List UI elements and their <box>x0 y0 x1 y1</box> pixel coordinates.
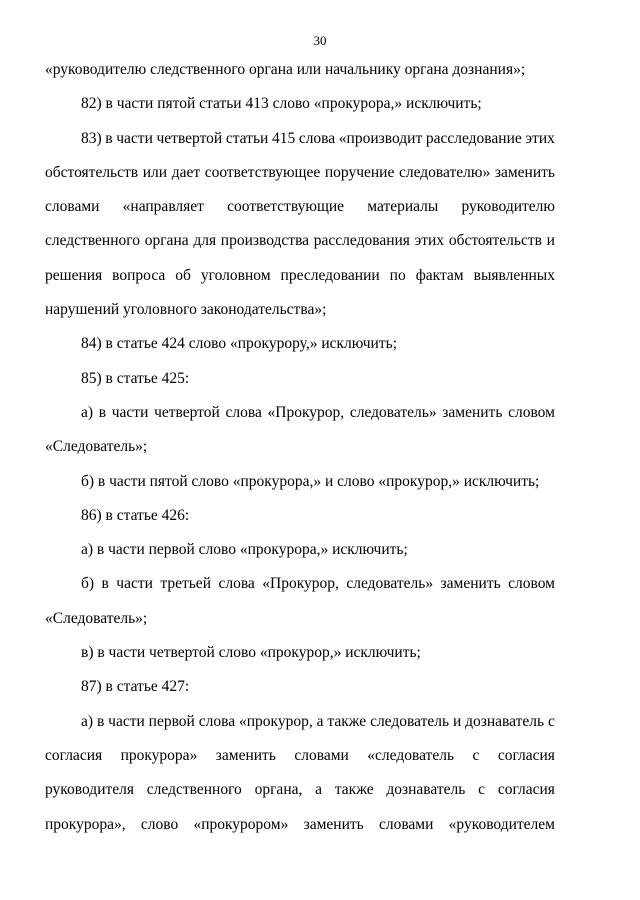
text-line <box>45 396 555 430</box>
word: следователь» <box>349 403 437 421</box>
text-line: 86) в статье 426: <box>81 506 190 524</box>
word: словом <box>508 575 555 593</box>
word: четвертой <box>156 129 223 147</box>
word: словами <box>45 198 100 216</box>
word: поручение <box>324 163 395 181</box>
word: слова <box>225 403 262 421</box>
word: а) <box>81 712 94 730</box>
text-line: нарушений уголовного законодательства»; <box>45 301 327 319</box>
word: части <box>116 129 153 147</box>
document-body <box>45 53 555 842</box>
word: согласия <box>497 746 555 764</box>
word: дает <box>171 163 201 181</box>
word: органа <box>144 232 189 250</box>
word: словами <box>294 746 349 764</box>
word: заменить <box>442 403 503 421</box>
word: также <box>334 781 374 799</box>
word: руководителя <box>45 781 135 799</box>
word: обстоятельств <box>448 232 542 250</box>
text-line <box>45 739 555 773</box>
word: заменить <box>494 163 555 181</box>
word: преследовании <box>280 266 380 284</box>
word: и <box>546 232 555 250</box>
word: «следователь <box>367 746 455 764</box>
word: в <box>98 403 107 421</box>
word: следователь <box>370 712 450 730</box>
word: обстоятельств <box>45 163 139 181</box>
word: статьи <box>225 129 269 147</box>
word: для <box>193 232 217 250</box>
text-line: 84) в статье 424 слово «прокурору,» исключить; <box>81 335 397 353</box>
word: или <box>142 163 168 181</box>
word: следователь» <box>346 575 434 593</box>
word: первой <box>148 712 195 730</box>
text-line <box>45 224 555 258</box>
word: согласия <box>45 746 103 764</box>
word: с <box>478 781 486 799</box>
word: а) <box>81 403 94 421</box>
word: «прокурор, <box>239 712 313 730</box>
text-line: 85) в статье 425: <box>81 369 190 387</box>
word: а <box>315 781 323 799</box>
word: 415 <box>271 129 296 147</box>
text-line: «Следователь»; <box>45 438 148 456</box>
word: этих <box>414 232 445 250</box>
word: следственного <box>146 781 242 799</box>
word: и <box>452 712 462 730</box>
word: дознаватель <box>386 781 466 799</box>
word: «направляет <box>122 198 204 216</box>
word: словом <box>508 403 555 421</box>
word: расследование <box>425 129 522 147</box>
word: «руководителем <box>448 815 555 833</box>
word: фактам <box>415 266 464 284</box>
word: также <box>327 712 367 730</box>
word: слова <box>218 575 255 593</box>
text-line <box>45 773 555 807</box>
text-line <box>45 259 555 293</box>
word: заменить <box>440 575 501 593</box>
text-line <box>45 156 555 190</box>
word: слова <box>198 712 236 730</box>
word: третьей <box>160 575 211 593</box>
word: этих <box>525 129 555 147</box>
word: а <box>316 712 324 730</box>
word: соответствующие <box>227 198 345 216</box>
word: части <box>111 403 149 421</box>
text-line: «руководителю следственного органа или начальнику органа дознания»; <box>45 61 526 78</box>
word: в <box>101 575 109 593</box>
word: «Прокурор, <box>267 403 345 421</box>
word: заменить <box>215 746 276 764</box>
text-line <box>45 705 555 739</box>
word: следователю» <box>398 163 491 181</box>
word: 83) <box>81 129 102 147</box>
text-line <box>45 808 555 842</box>
word: об <box>175 266 191 284</box>
word: прокурора», <box>45 815 126 833</box>
word: с <box>472 746 480 764</box>
text-line: 87) в статье 427: <box>81 678 190 696</box>
word: части <box>108 712 145 730</box>
word: материалы <box>367 198 439 216</box>
word: согласия <box>497 781 555 799</box>
word: решения <box>45 266 103 284</box>
word: органа, <box>254 781 303 799</box>
word: слова <box>298 129 336 147</box>
word: уголовном <box>200 266 271 284</box>
word: «прокурором» <box>193 815 289 833</box>
word: «Прокурор, <box>262 575 339 593</box>
text-line <box>45 567 555 601</box>
text-line: а) в части первой слово «прокурора,» исключить; <box>81 541 408 559</box>
word: вопроса <box>112 266 166 284</box>
word: соответствующее <box>204 163 321 181</box>
text-line: в) в части четвертой слово «прокурор,» исключить; <box>81 644 421 662</box>
text-line: б) в части пятой слово «прокурора,» и слово «прокурор,» исключить; <box>81 472 540 490</box>
text-line <box>45 122 555 156</box>
text-line: 82) в части пятой статьи 413 слово «прокурора,» исключить; <box>81 95 482 113</box>
word: четвертой <box>154 403 220 421</box>
word: прокурора» <box>120 746 198 764</box>
word: б) <box>81 575 95 593</box>
word: с <box>548 712 555 730</box>
page-number: 30 <box>313 33 327 48</box>
word: словами <box>378 815 434 833</box>
word: «производит <box>338 129 423 147</box>
word: дознаватель <box>465 712 545 730</box>
word: слово <box>140 815 179 833</box>
word: части <box>116 575 153 593</box>
word: руководителю <box>461 198 555 216</box>
word: заменить <box>303 815 364 833</box>
word: в <box>105 129 113 147</box>
word: следственного <box>45 232 140 250</box>
word: производства <box>220 232 310 250</box>
text-line: «Следователь»; <box>45 609 148 627</box>
text-line <box>45 190 555 224</box>
word: выявленных <box>473 266 555 284</box>
word: расследования <box>313 232 410 250</box>
word: в <box>96 712 105 730</box>
word: по <box>389 266 406 284</box>
